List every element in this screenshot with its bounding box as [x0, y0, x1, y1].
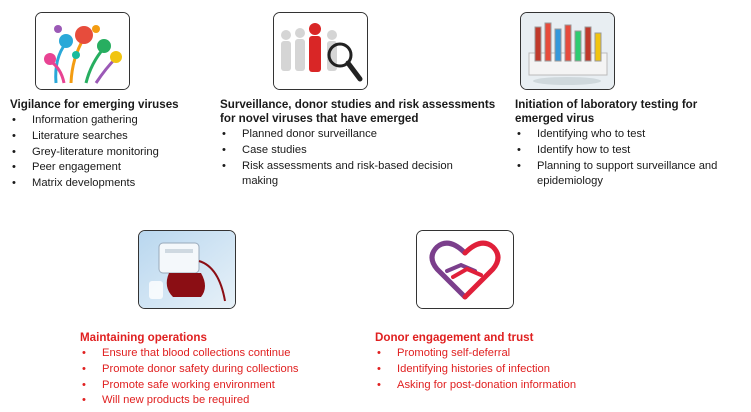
panel-title: Donor engagement and trust	[375, 331, 534, 344]
panel-title: Maintaining operations	[80, 331, 207, 344]
bullet-list	[220, 127, 505, 190]
blood-bag-image	[138, 230, 236, 309]
list-item: • Promoting self-deferral	[375, 346, 635, 362]
panel-title: Initiation of laboratory testing for emerged virus	[515, 98, 698, 125]
bullet-list	[10, 113, 210, 192]
list-item: • Grey-literature monitoring	[10, 145, 210, 161]
panel-vigilance	[10, 98, 210, 192]
list-item: • Identify how to test	[515, 143, 747, 159]
list-item: • Risk assessments and risk-based decision making	[220, 159, 472, 191]
list-item: • Matrix developments	[10, 176, 210, 192]
lab-test-tubes-image	[520, 12, 615, 90]
list-item: • Identifying who to test	[515, 127, 747, 143]
panel-title: Surveillance, donor studies and risk assessments for novel viruses that have emerged	[220, 98, 496, 125]
heart-handshake-image	[416, 230, 514, 309]
list-item: • Case studies	[220, 143, 505, 159]
list-item: • Identifying histories of infection	[375, 362, 635, 378]
panel-title: Vigilance for emerging viruses	[10, 98, 179, 111]
bullet-list	[375, 346, 635, 393]
virus-illustration	[35, 12, 130, 90]
list-item: • Promote donor safety during collections	[80, 362, 340, 378]
list-item: • Peer engagement	[10, 160, 210, 176]
panel-lab-testing	[515, 98, 747, 190]
panel-operations	[80, 331, 340, 409]
list-item: • Promote safe working environment	[80, 378, 340, 394]
magnifier-people-image	[273, 12, 368, 90]
bullet-list	[515, 127, 747, 190]
panel-surveillance	[220, 98, 505, 190]
list-item: • Information gathering	[10, 113, 210, 129]
panel-donor-engagement	[375, 331, 635, 393]
list-item: • Will new products be required	[80, 393, 340, 409]
list-item: • Planning to support surveillance and epidemiology	[515, 159, 747, 191]
list-item: • Literature searches	[10, 129, 210, 145]
bullet-list	[80, 346, 340, 409]
list-item: • Planned donor surveillance	[220, 127, 505, 143]
list-item: • Ensure that blood collections continue	[80, 346, 340, 362]
list-item: • Asking for post-donation information	[375, 378, 635, 394]
